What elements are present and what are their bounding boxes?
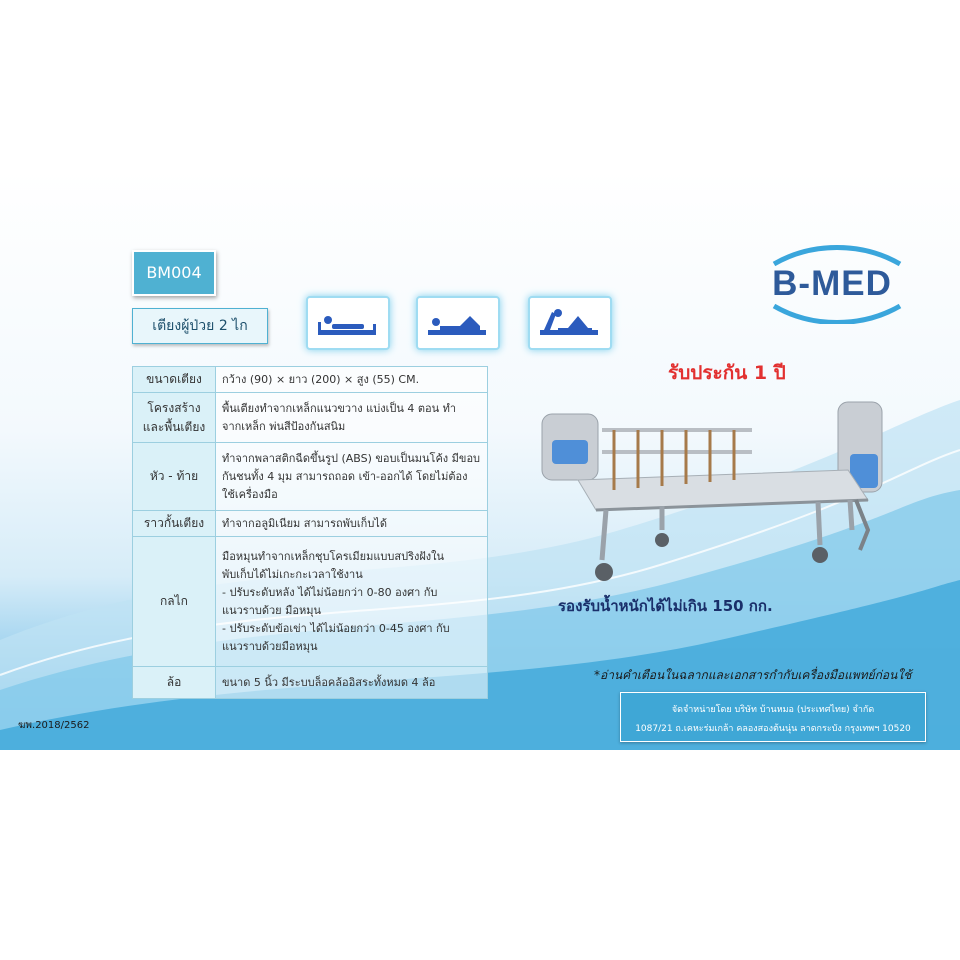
spec-value-line: - ปรับระดับข้อเข่า ได้ไม่น้อยกว่า 0-45 องศา กับ <box>222 621 450 635</box>
spec-label-line: หัว - ท้าย <box>149 469 199 483</box>
max-load-text: รองรับน้ำหนักได้ไม่เกิน 150 กก. <box>558 597 773 615</box>
spec-row <box>133 443 488 511</box>
distributor-address: 1087/21 ถ.เคหะร่มเกล้า คลองสองต้นนุ่น ลาดกระบัง กรุงเทพฯ 10520 <box>635 724 911 734</box>
spec-value-line: ทำจากอลูมิเนียม สามารถพับเก็บได้ <box>222 516 387 530</box>
warranty-text: รับประกัน 1 ปี <box>668 362 786 384</box>
spec-value-line: - ปรับระดับหลัง ได้ไม่น้อยกว่า 0-80 องศา กับ <box>222 585 438 599</box>
bed-flat-icon <box>306 296 390 350</box>
spec-label-line: ขนาดเตียง <box>146 372 202 386</box>
spec-value-line: แนวราบด้วย มือหมุน <box>222 603 321 617</box>
spec-row <box>133 511 488 537</box>
spec-label <box>133 393 216 443</box>
hospital-bed-image <box>538 400 888 590</box>
brand-name: B-MED <box>772 264 892 303</box>
spec-label-line: โครงสร้าง <box>147 400 201 415</box>
spec-value-line: กันชนทั้ง 4 มุม สามารถถอด เข้า-ออกได้ โดยไม่ต้อง <box>222 469 468 483</box>
spec-value-line: พื้นเตียงทำจากเหล็กแนวขวาง แบ่งเป็น 4 ตอน ทำ <box>222 401 457 415</box>
spec-value-line: ขนาด 5 นิ้ว มีระบบล็อคล้ออิสระทั้งหมด 4 ล้อ <box>222 675 436 689</box>
bed-knee-raise-icon <box>416 296 500 350</box>
bed-back-raise-icon <box>528 296 612 350</box>
spec-value-line: กว้าง (90) × ยาว (200) × สูง (55) CM. <box>222 372 420 386</box>
spec-value <box>216 367 488 393</box>
distributor-name: จัดจำหน่ายโดย บริษัท บ้านหมอ (ประเทศไทย) จำกัด <box>671 705 875 715</box>
spec-label-line: ราวกั้นเตียง <box>143 516 205 530</box>
spec-label-line: และพื้นเตียง <box>142 419 206 434</box>
registration-number: ฆพ.2018/2562 <box>18 720 90 731</box>
spec-label <box>133 511 216 537</box>
spec-label <box>133 537 216 667</box>
product-banner <box>0 170 960 750</box>
caution-text: *อ่านคำเตือนในฉลากและเอกสารกำกับเครื่องมือแพทย์ก่อนใช้ <box>594 668 912 682</box>
spec-value-line: จากเหล็ก พ่นสีป้องกันสนิม <box>222 419 346 433</box>
spec-label <box>133 367 216 393</box>
spec-value-line: ใช้เครื่องมือ <box>222 487 278 501</box>
spec-table <box>132 366 488 699</box>
spec-label <box>133 443 216 511</box>
spec-value <box>216 443 488 511</box>
spec-value <box>216 537 488 667</box>
spec-row <box>133 393 488 443</box>
spec-row <box>133 537 488 667</box>
brand-logo <box>752 242 912 324</box>
model-code-badge: BM004 <box>132 250 216 296</box>
spec-value-line: แนวราบด้วยมือหมุน <box>222 639 318 653</box>
product-name: เตียงผู้ป่วย 2 ไก <box>132 308 268 344</box>
spec-value-line: พับเก็บได้ไม่เกะกะเวลาใช้งาน <box>222 567 363 581</box>
spec-row <box>133 367 488 393</box>
spec-value-line: ทำจากพลาสติกฉีดขึ้นรูป (ABS) ขอบเป็นมนโค้ง มีขอบ <box>222 451 481 465</box>
spec-value-line: มือหมุนทำจากเหล็กชุบโครเมียมแบบสปริงฝังใน <box>222 549 445 563</box>
spec-label <box>133 667 216 699</box>
spec-label-line: ล้อ <box>166 675 182 689</box>
spec-value <box>216 511 488 537</box>
spec-label-line: กลไก <box>160 594 188 608</box>
spec-row <box>133 667 488 699</box>
spec-value <box>216 393 488 443</box>
spec-value <box>216 667 488 699</box>
distributor-box <box>620 692 926 742</box>
